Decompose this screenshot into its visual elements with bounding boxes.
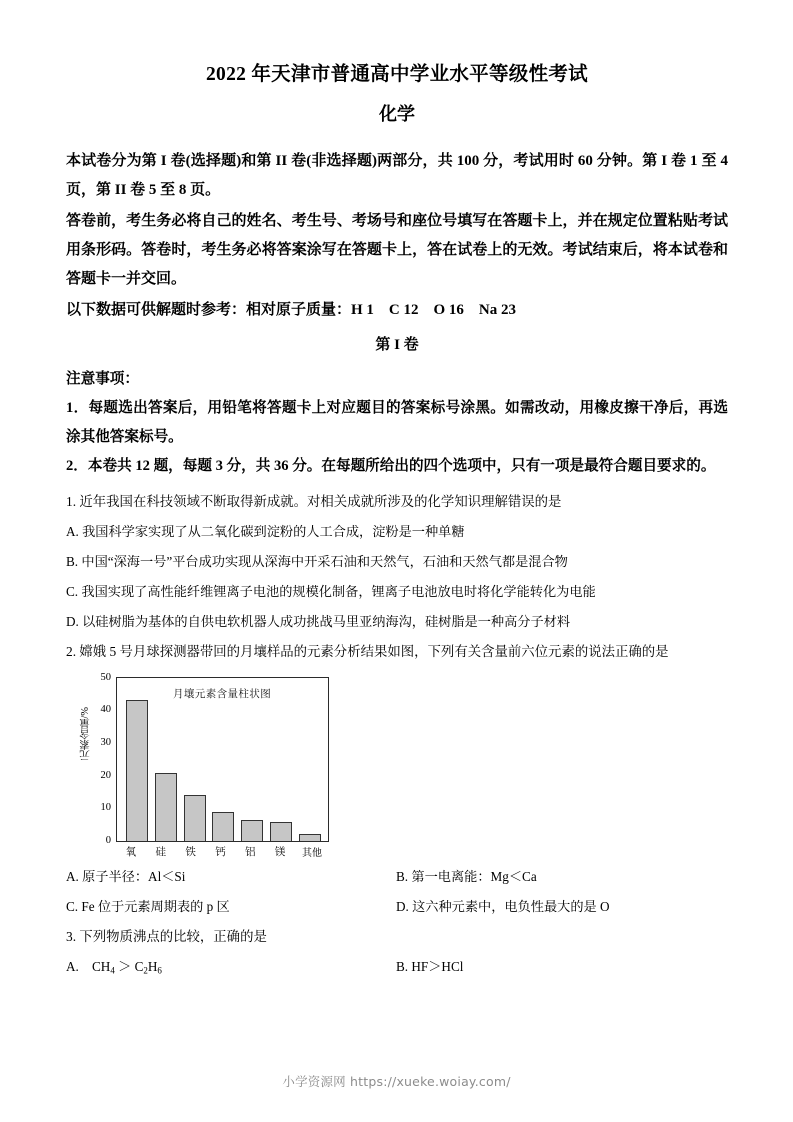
chart-y-axis-label: 元素含量/% [80, 706, 91, 761]
chart-bar [270, 822, 292, 840]
question-1-option-c: C. 我国实现了高性能纤维锂离子电池的规模化制备，锂离子电池放电时将化学能转化为电能 [66, 583, 596, 599]
chart-x-axis-labels [116, 844, 329, 859]
chart-x-tick-label: 钙 [215, 846, 226, 858]
question-2-option-c: C. Fe 位于元素周期表的 p 区 [66, 898, 230, 914]
question-3-option-a-hydrogen: H [147, 958, 158, 974]
question-2-stem: 2. 嫦娥 5 号月球探测器带回的月壤样品的元素分析结果如图，下列有关含量前六位元素的说法正确的是 [66, 643, 669, 659]
chart-y-axis-ticks [80, 671, 114, 846]
chart-x-tick-label: 其他 [301, 847, 322, 859]
intro-paragraph-1: 本试卷分为第 I 卷(选择题)和第 II 卷(非选择题)两部分，共 100 分，考试用时 60 分钟。第 I 卷 1 至 4 页，第 II 卷 5 至 8 页。 [66, 152, 728, 198]
intro-paragraph-3: 以下数据可供解题时参考：相对原子质量：H 1 C 12 O 16 Na 23 [66, 301, 517, 318]
question-2-option-b: B. 第一电离能：Mg＜Ca [396, 868, 537, 884]
chart-bar [212, 812, 234, 840]
question-2-option-a: A. 原子半径：Al＜Si [66, 868, 186, 884]
question-3-option-a [66, 952, 396, 986]
subject-title: 化学 [379, 104, 415, 125]
page-content [66, 62, 728, 985]
chart-y-tick-label: 0 [105, 834, 111, 846]
chart-title: 月壤元素含量柱状图 [173, 688, 272, 700]
chart-x-tick-label: 铁 [185, 846, 196, 858]
question-2-options-row-2 [66, 892, 728, 922]
question-3-option-a-sub-3: 6 [157, 965, 162, 976]
question-1-option-b: B. 中国“深海一号”平台成功实现从深海中开采石油和天然气，石油和天然气都是混合物 [66, 553, 568, 569]
notice-label: 注意事项： [66, 370, 139, 387]
notice-item-1: 1．每题选出答案后，用铅笔将答题卡上对应题目的答案标号涂黑。如需改动，用橡皮擦干净后，再选涂其他答案标号。 [66, 399, 728, 445]
question-3-option-a-mid: ＞ C [114, 958, 144, 974]
question-3-option-b: B. HF＞HCl [396, 958, 464, 974]
question-1-stem: 1. 近年我国在科技领域不断取得新成就。对相关成就所涉及的化学知识理解错误的是 [66, 493, 562, 509]
chart-bar [126, 700, 148, 841]
chart-x-tick-label: 硅 [155, 846, 167, 858]
question-3-stem: 3. 下列物质沸点的比较，正确的是 [66, 928, 267, 944]
chart-y-tick-label: 30 [100, 736, 111, 748]
chart-y-tick-label: 20 [100, 769, 111, 781]
chart-bar [241, 820, 263, 841]
question-3-option-a-sub-2: 2 [143, 965, 148, 976]
notice-item-2: 2．本卷共 12 题，每题 3 分，共 36 分。在每题所给出的四个选项中，只有一项是最符合题目要求的。 [66, 457, 716, 474]
chart-x-tick-label: 镁 [274, 846, 286, 858]
intro-paragraph-2: 答卷前，考生务必将自己的姓名、考生号、考场号和座位号填写在答题卡上，并在规定位置粘贴考试用条形码。答卷时，考生务必将答案涂写在答题卡上，答在试卷上的无效。考试结束后，将本试卷和答题卡一并交回。 [66, 212, 728, 287]
chart-y-tick-label: 40 [100, 704, 111, 716]
question-2-option-d: D. 这六种元素中，电负性最大的是 O [396, 898, 610, 914]
chart-plot-area [116, 677, 329, 842]
chart-bar [155, 773, 177, 841]
question-1-option-d: D. 以硅树脂为基体的自供电软机器人成功挑战马里亚纳海沟，硅树脂是一种高分子材料 [66, 613, 571, 629]
chart-bars [123, 678, 324, 841]
page-title: 2022 年天津市普通高中学业水平等级性考试 [206, 64, 588, 85]
chart-x-tick-label: 氧 [125, 846, 137, 858]
section-heading-volume-1: 第 I 卷 [375, 336, 419, 353]
chart-y-tick-label: 50 [100, 671, 111, 683]
chart-bar [299, 834, 321, 841]
chart-y-tick-label: 10 [100, 802, 111, 814]
lunar-soil-element-bar-chart [80, 673, 345, 858]
question-3-options-row-1 [66, 952, 728, 986]
question-3-option-a-prefix: A. CH [66, 958, 111, 974]
question-1-option-a: A. 我国科学家实现了从二氧化碳到淀粉的人工合成，淀粉是一种单糖 [66, 523, 465, 539]
question-2-options-row-1 [66, 862, 728, 892]
question-3-option-a-sub-1: 4 [110, 965, 115, 976]
chart-bar [184, 795, 206, 841]
chart-x-tick-label: 铝 [245, 846, 256, 858]
footer-watermark: 小学资源网 https://xueke.woiay.com/ [282, 1074, 511, 1089]
